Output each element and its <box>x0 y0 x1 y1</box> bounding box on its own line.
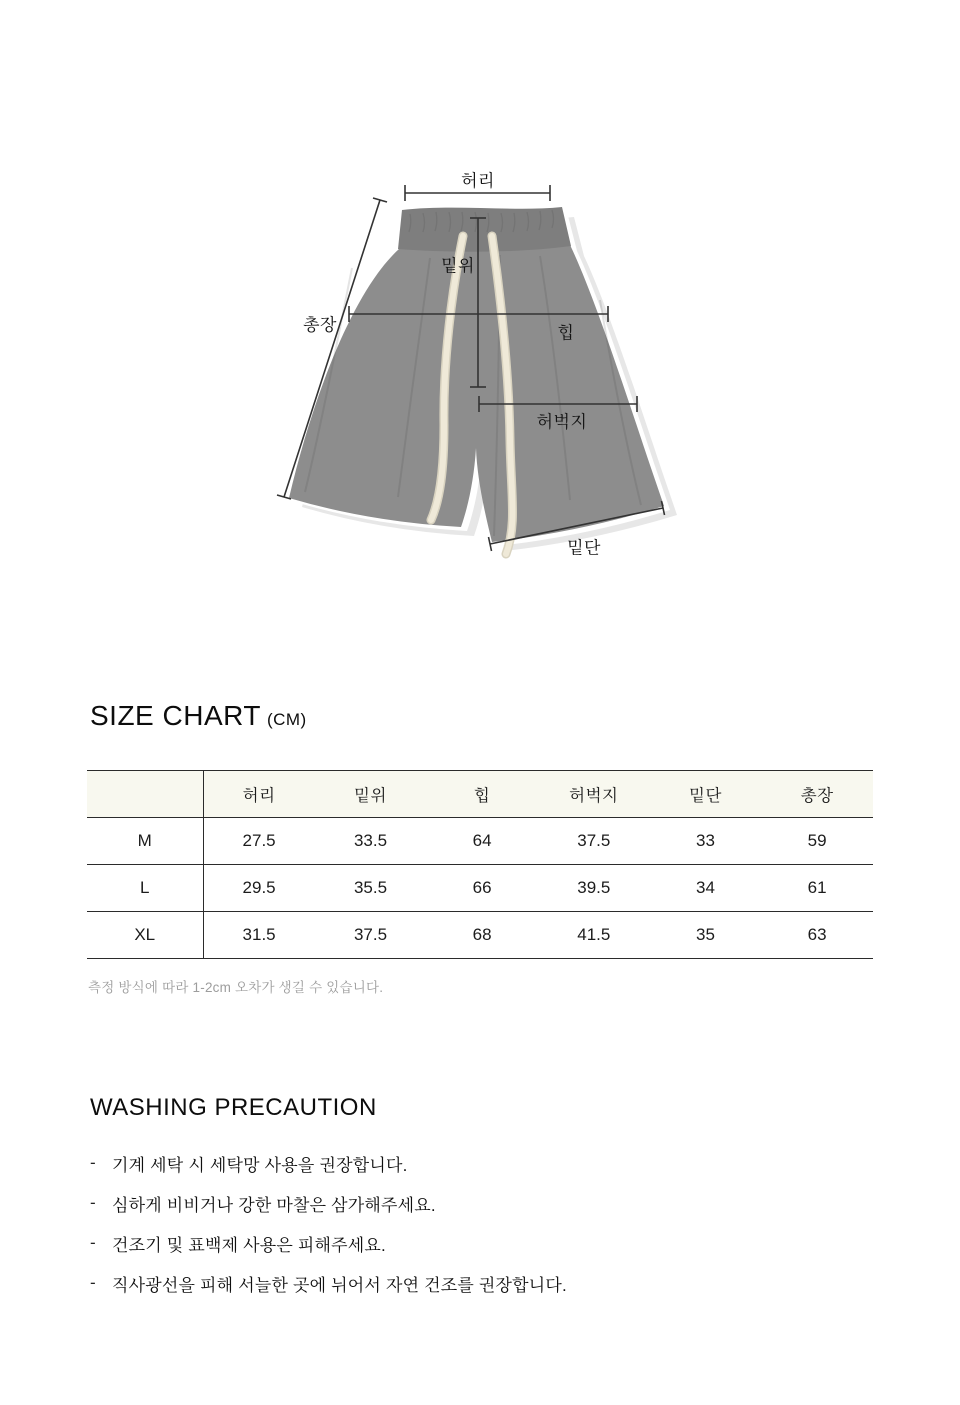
size-label: XL <box>87 912 203 959</box>
shorts-illustration <box>0 0 960 620</box>
size-cell: 37.5 <box>538 818 650 865</box>
washing-item-text: 건조기 및 표백제 사용은 피해주세요. <box>112 1235 386 1255</box>
hip-label: 힙 <box>557 323 575 343</box>
col-header-thigh: 허벅지 <box>538 771 650 818</box>
size-cell: 37.5 <box>315 912 427 959</box>
thigh-label: 허벅지 <box>536 412 588 432</box>
washing-precaution-list <box>90 1143 850 1303</box>
table-row-m <box>87 818 873 865</box>
size-cell: 41.5 <box>538 912 650 959</box>
size-cell: 59 <box>761 818 873 865</box>
measurement-tolerance-note: 측정 방식에 따라 1-2cm 오차가 생길 수 있습니다. <box>88 980 384 995</box>
size-label: M <box>87 818 203 865</box>
washing-item-text: 기계 세탁 시 세탁망 사용을 권장합니다. <box>112 1155 408 1175</box>
washing-item-text: 심하게 비비거나 강한 마찰은 삼가해주세요. <box>112 1195 436 1215</box>
table-row-xl <box>87 912 873 959</box>
list-item <box>90 1143 850 1183</box>
size-cell: 33 <box>650 818 762 865</box>
col-header-hem: 밑단 <box>650 771 762 818</box>
size-column-header-empty <box>87 771 203 818</box>
size-cell: 64 <box>426 818 538 865</box>
size-cell: 61 <box>761 865 873 912</box>
list-item <box>90 1183 850 1223</box>
bullet-dash: - <box>90 1153 96 1172</box>
col-header-rise: 밑위 <box>315 771 427 818</box>
size-chart-title-text: SIZE CHART <box>90 700 261 731</box>
col-header-waist: 허리 <box>203 771 315 818</box>
list-item <box>90 1263 850 1303</box>
col-header-hip: 힙 <box>426 771 538 818</box>
size-cell: 29.5 <box>203 865 315 912</box>
size-chart-unit: (CM) <box>266 710 307 729</box>
size-cell: 66 <box>426 865 538 912</box>
size-label: L <box>87 865 203 912</box>
rise-label: 밑위 <box>441 256 475 276</box>
bullet-dash: - <box>90 1273 96 1292</box>
waist-label: 허리 <box>461 171 495 191</box>
washing-item-text: 직사광선을 피해 서늘한 곳에 뉘어서 자연 건조를 권장합니다. <box>112 1275 567 1295</box>
size-chart-header-row <box>87 771 873 818</box>
hem-label: 밑단 <box>567 538 601 558</box>
list-item <box>90 1223 850 1263</box>
size-cell: 35 <box>650 912 762 959</box>
size-cell: 39.5 <box>538 865 650 912</box>
table-row-l <box>87 865 873 912</box>
bullet-dash: - <box>90 1233 96 1252</box>
washing-precaution-title: WASHING PRECAUTION <box>90 1094 377 1121</box>
size-cell: 68 <box>426 912 538 959</box>
size-cell: 33.5 <box>315 818 427 865</box>
col-header-total: 총장 <box>761 771 873 818</box>
size-chart-table <box>87 770 873 959</box>
size-cell: 63 <box>761 912 873 959</box>
size-cell: 35.5 <box>315 865 427 912</box>
bullet-dash: - <box>90 1193 96 1212</box>
measurement-diagram <box>0 0 960 620</box>
size-cell: 27.5 <box>203 818 315 865</box>
size-cell: 31.5 <box>203 912 315 959</box>
size-cell: 34 <box>650 865 762 912</box>
total-length-label: 총장 <box>303 315 337 335</box>
size-chart-title <box>90 700 307 732</box>
